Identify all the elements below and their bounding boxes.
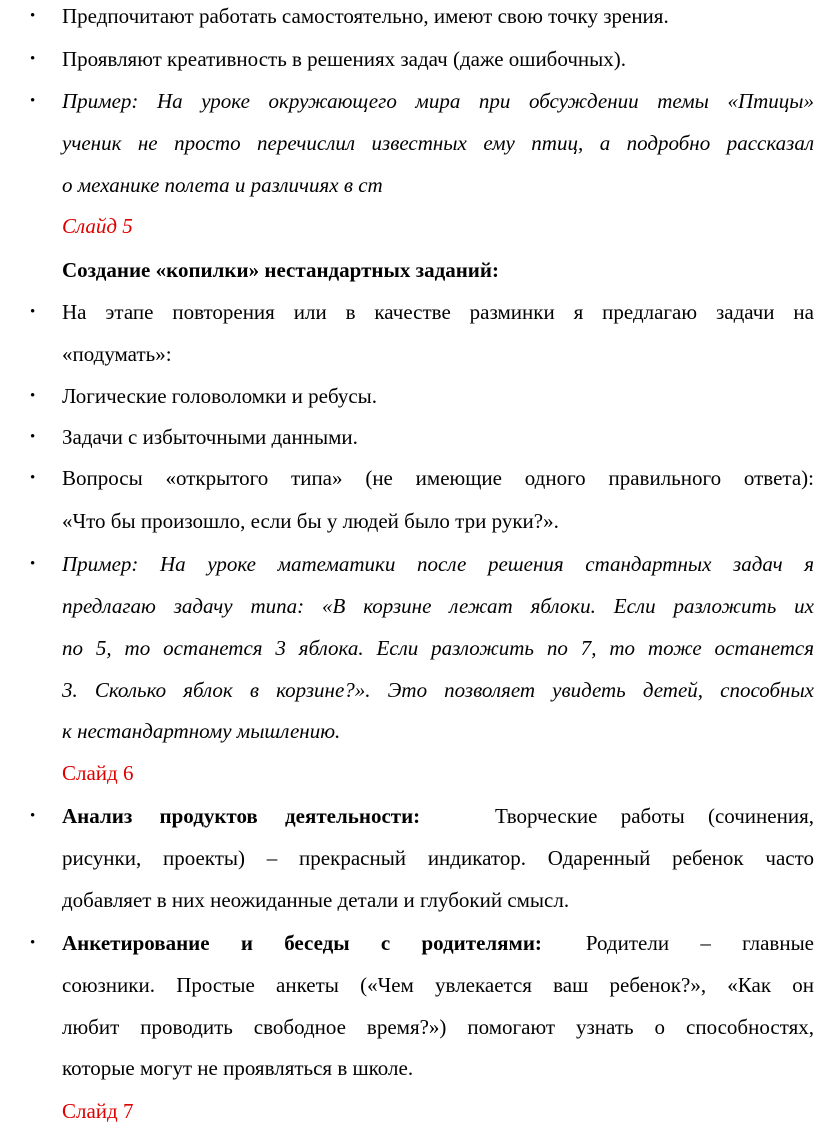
bullet-icon: • (30, 470, 36, 486)
analysis-label: Анализ продуктов деятельности: (62, 804, 421, 828)
slide-7-heading: Слайд 7 (62, 1099, 134, 1123)
survey-text-start: Родители – главные (585, 931, 814, 955)
example-apples-line-4: 3. Сколько яблок в корзине?». Это позволяет увидеть детей, способных (62, 678, 814, 702)
survey-line-3: любит проводить свободное время?») помогают узнать о способностях, (62, 1015, 814, 1039)
example-apples-line-5: к нестандартному мышлению. (62, 719, 341, 743)
example-apples-line-1: Пример: На уроке математики после решения стандартных задач я (62, 552, 814, 576)
bullet-icon: • (30, 429, 36, 445)
bullet-icon: • (30, 556, 36, 572)
analysis-line-2: рисунки, проекты) – прекрасный индикатор. Одаренный ребенок часто (62, 846, 814, 870)
analysis-line-1 (62, 804, 814, 828)
list-item-warmup-line-2: «подумать»: (62, 342, 172, 366)
list-item-puzzles: Логические головоломки и ребусы. (62, 384, 378, 408)
kopilka-heading: Создание «копилки» нестандартных заданий: (62, 258, 499, 282)
survey-line-1 (62, 931, 814, 955)
list-item-warmup-line-1: На этапе повторения или в качестве разминки я предлагаю задачи на (62, 300, 814, 324)
list-item-redundant-data: Задачи с избыточными данными. (62, 425, 358, 449)
example-birds-line-3: о механике полета и различиях в ст (62, 173, 383, 197)
list-item-independent: Предпочитают работать самостоятельно, имеют свою точку зрения. (62, 4, 669, 28)
bullet-icon: • (30, 93, 36, 109)
example-apples-line-2: предлагаю задачу типа: «В корзине лежат яблоки. Если разложить их (62, 594, 814, 618)
slide-6-heading: Слайд 6 (62, 761, 134, 785)
bullet-icon: • (30, 935, 36, 951)
list-item-open-questions-line-1: Вопросы «открытого типа» (не имеющие одного правильного ответа): (62, 466, 814, 490)
bullet-icon: • (30, 388, 36, 404)
bullet-icon: • (30, 304, 36, 320)
example-birds-line-2: ученик не просто перечислил известных ему птиц, а подробно рассказал (62, 131, 814, 155)
survey-line-2: союзники. Простые анкеты («Чем увлекается ваш ребенок?», «Как он (62, 973, 814, 997)
analysis-line-3: добавляет в них неожиданные детали и глубокий смысл. (62, 888, 570, 912)
analysis-text-start: Творческие работы (сочинения, (494, 804, 814, 828)
bullet-icon: • (30, 808, 36, 824)
survey-line-4: которые могут не проявляться в школе. (62, 1056, 414, 1080)
slide-5-heading: Слайд 5 (62, 214, 133, 238)
example-apples-line-3: по 5, то останется 3 яблока. Если разложить по 7, то тоже останется (62, 636, 814, 660)
example-birds-line-1: Пример: На уроке окружающего мира при обсуждении темы «Птицы» (62, 89, 814, 113)
bullet-icon: • (30, 51, 36, 67)
survey-label: Анкетирование и беседы с родителями: (62, 931, 542, 955)
bullet-icon: • (30, 8, 36, 24)
list-item-open-questions-line-2: «Что бы произошло, если бы у людей было три руки?». (62, 509, 559, 533)
list-item-creativity: Проявляют креативность в решениях задач (даже ошибочных). (62, 47, 626, 71)
